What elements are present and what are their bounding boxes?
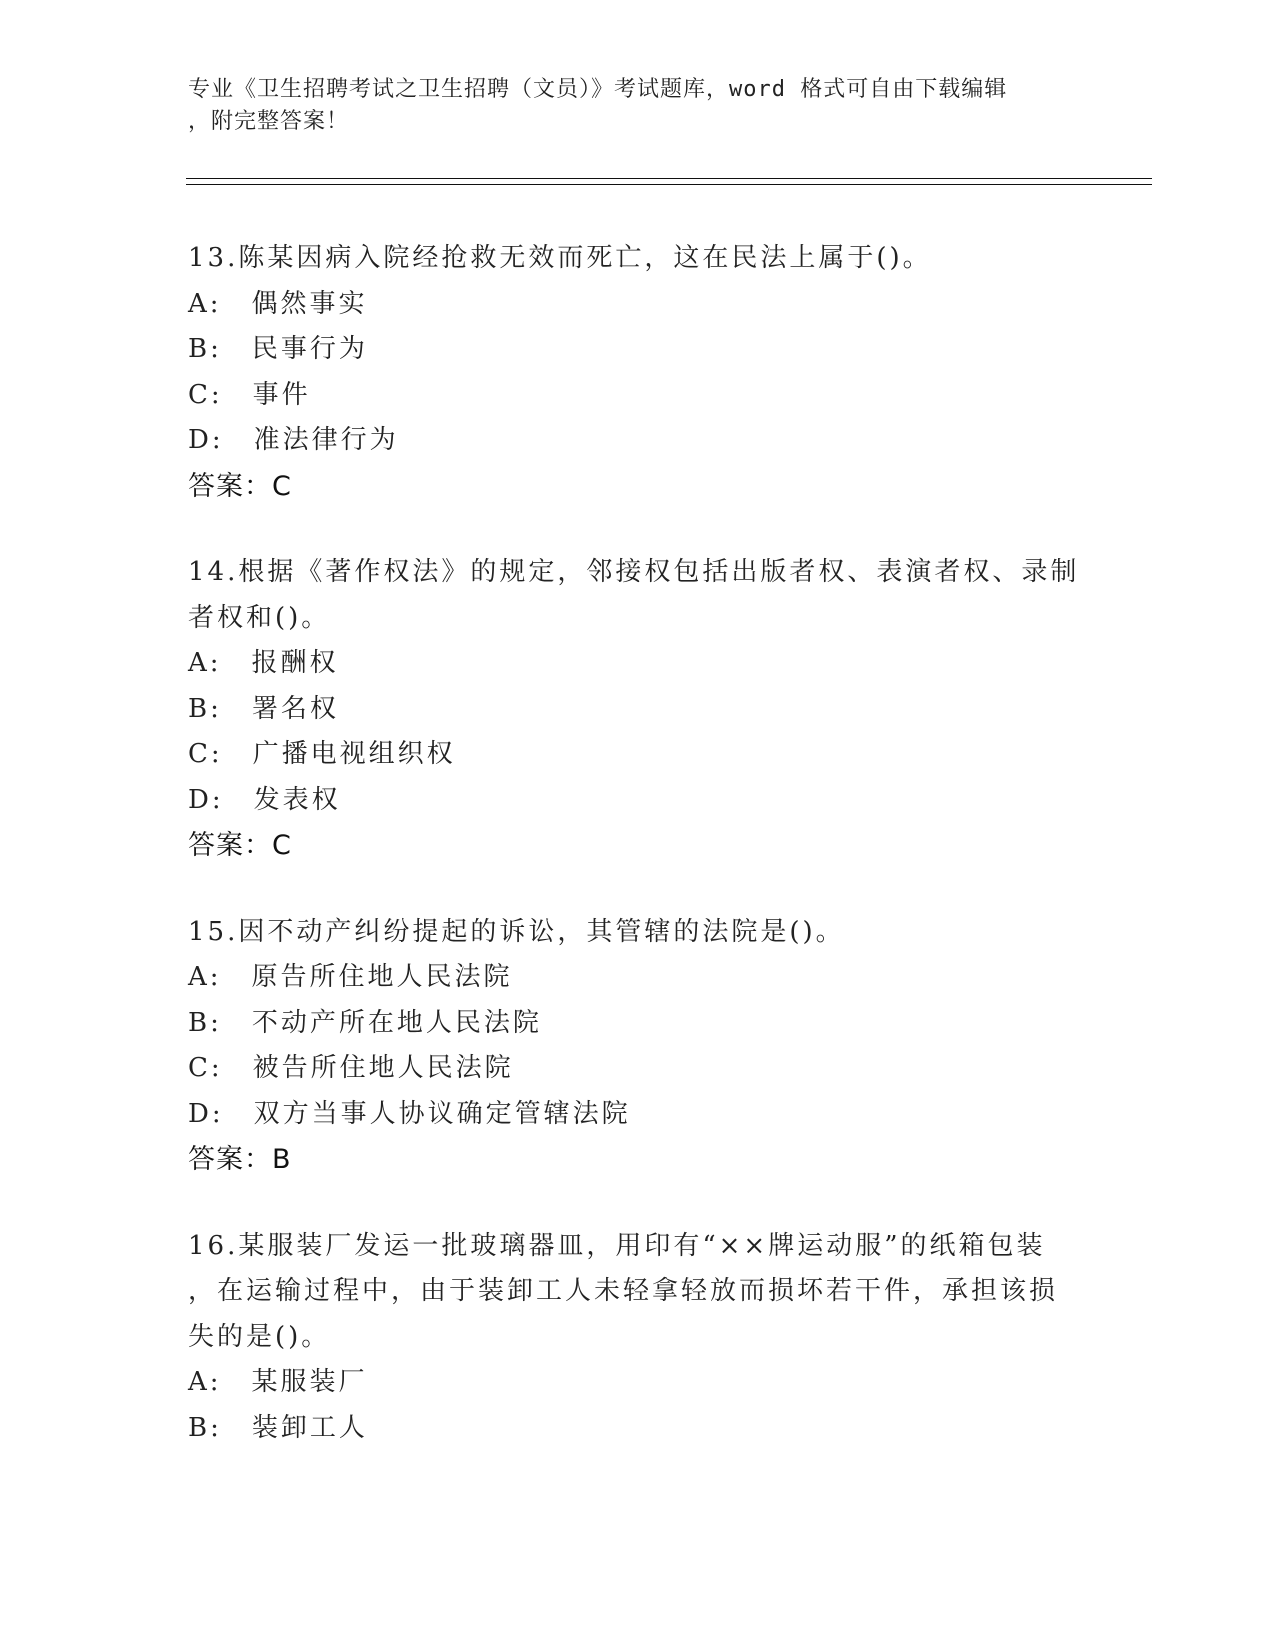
option-text: 署名权: [251, 693, 339, 724]
answer-option: [188, 687, 1088, 733]
option-spacer: [224, 778, 254, 824]
option-spacer: [222, 1001, 252, 1047]
option-spacer: [224, 418, 254, 464]
question-block: [188, 236, 1088, 509]
answer-option: [188, 778, 1088, 824]
option-text: 民事行为: [251, 334, 368, 364]
question-stem-line: 13.陈某因病入院经抢救无效而死亡，这在民法上属于()。: [188, 243, 932, 273]
option-text: 事件: [252, 379, 311, 410]
option-text: 发表权: [253, 784, 341, 815]
answer-key: 答案：C: [188, 830, 292, 861]
option-spacer: [222, 955, 252, 1001]
header-line-2: ，附完整答案！: [188, 109, 350, 134]
option-text: 准法律行为: [253, 425, 399, 455]
option-text: 装卸工人: [251, 1412, 368, 1443]
option-letter: D:: [188, 784, 224, 815]
question-stem-line: 16.某服装厂发运一批玻璃器皿，用印有“××牌运动服”的纸箱包装: [188, 1230, 1046, 1261]
question-stem-line: 14.根据《著作权法》的规定，邻接权包括出版者权、表演者权、录制: [188, 557, 1080, 587]
answer-option: [188, 1406, 1088, 1452]
answer-option: [188, 373, 1088, 419]
answer-option: [188, 732, 1088, 778]
option-text: 被告所住地人民法院: [252, 1053, 514, 1083]
option-spacer: [223, 732, 253, 778]
header-rule-bottom: [186, 184, 1152, 185]
option-letter: A:: [188, 962, 222, 992]
option-letter: A:: [188, 1367, 222, 1397]
option-spacer: [222, 327, 252, 373]
header-line-1: 专业《卫生招聘考试之卫生招聘（文员）》考试题库，word 格式可自由下载编辑: [188, 77, 1008, 102]
option-text: 广播电视组织权: [252, 739, 456, 769]
answer-option: [188, 1001, 1088, 1047]
option-text: 原告所住地人民法院: [251, 962, 513, 992]
option-letter: D:: [188, 1098, 224, 1129]
option-spacer: [222, 1360, 252, 1406]
answer-option: [188, 955, 1088, 1001]
question-stem-line: 失的是()。: [188, 1321, 331, 1352]
question-block: [188, 910, 1088, 1183]
answer-key: 答案：C: [188, 470, 292, 502]
option-letter: B:: [188, 693, 222, 724]
question-list: [188, 236, 1088, 1492]
option-letter: C:: [188, 379, 223, 410]
option-spacer: [223, 373, 253, 419]
answer-option: [188, 1360, 1088, 1406]
option-letter: C:: [188, 739, 223, 769]
option-letter: B:: [188, 1412, 222, 1443]
answer-option: [188, 418, 1088, 464]
option-spacer: [222, 641, 252, 687]
option-spacer: [223, 1046, 253, 1092]
answer-option: [188, 1092, 1088, 1138]
option-text: 双方当事人协议确定管辖法院: [253, 1098, 631, 1129]
option-spacer: [224, 1092, 254, 1138]
header-rule-top: [186, 178, 1152, 179]
option-letter: A:: [188, 648, 222, 678]
option-letter: D:: [188, 425, 224, 455]
option-spacer: [222, 1406, 252, 1452]
question-stem-line: ，在运输过程中，由于装卸工人未轻拿轻放而损坏若干件，承担该损: [188, 1276, 1059, 1306]
option-text: 偶然事实: [251, 288, 368, 319]
option-spacer: [222, 687, 252, 733]
question-block: [188, 550, 1088, 869]
answer-option: [188, 282, 1088, 328]
answer-key: 答案：B: [188, 1144, 292, 1175]
option-text: 某服装厂: [251, 1367, 368, 1397]
option-text: 报酬权: [251, 648, 339, 678]
answer-option: [188, 641, 1088, 687]
document-header: [188, 74, 1068, 138]
question-stem-line: 15.因不动产纠纷提起的诉讼，其管辖的法院是()。: [188, 916, 845, 947]
question-block: [188, 1224, 1088, 1452]
question-stem-line: 者权和()。: [188, 602, 331, 633]
answer-option: [188, 327, 1088, 373]
option-letter: B:: [188, 334, 222, 364]
option-letter: B:: [188, 1007, 222, 1038]
answer-option: [188, 1046, 1088, 1092]
option-text: 不动产所在地人民法院: [251, 1007, 542, 1038]
option-letter: A:: [188, 288, 222, 319]
option-letter: C:: [188, 1053, 223, 1083]
option-spacer: [222, 282, 252, 328]
